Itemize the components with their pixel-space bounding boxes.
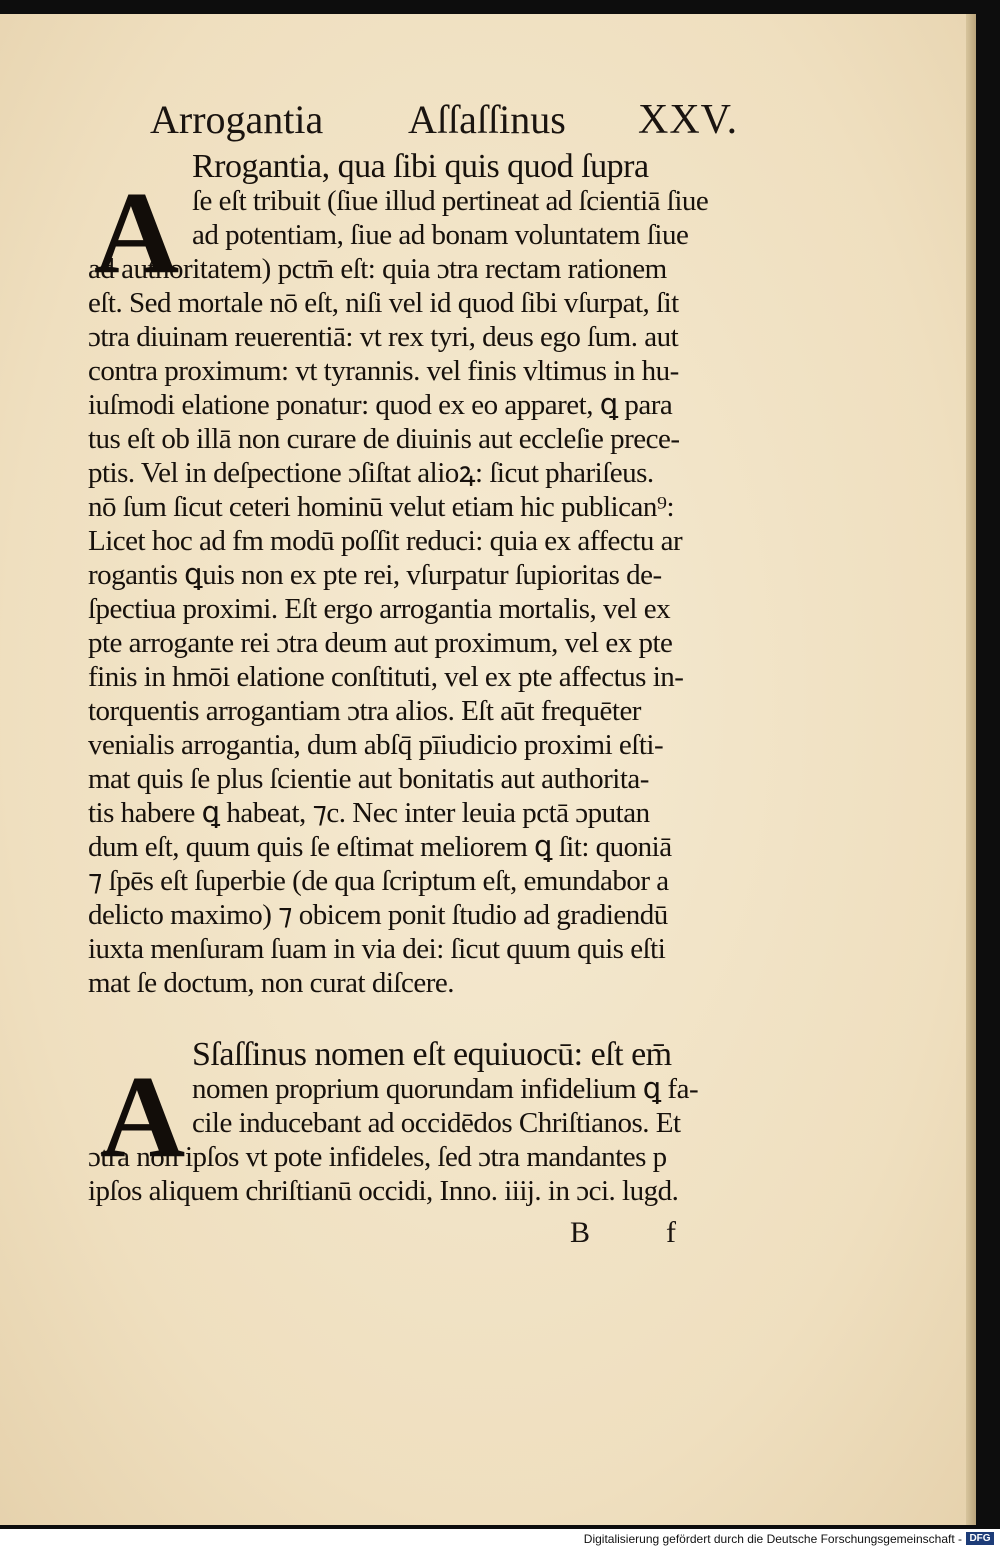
text-line: mat ſe doctum, non curat diſcere. (88, 967, 454, 999)
text-line: finis in hmōi elatione conſtituti, vel ex pte affectus in- (88, 661, 684, 693)
text-line: iuſmodi elatione ponatur: quod ex eo apparet, ꝗ para (88, 389, 673, 421)
dfg-logo: DFG (966, 1532, 994, 1545)
text-line: torquentis arrogantiam ɔtra alios. Eſt aūt frequēter (88, 695, 641, 727)
text-line: delicto maximo) ⁊ obicem ponit ſtudio ad gradiendū (88, 899, 668, 931)
header-left-word: Arrogantia (150, 97, 324, 142)
text-line: ſe eſt tribuit (ſiue illud pertineat ad ſcientiā ſiue (192, 185, 709, 217)
text-line: tus eſt ob illā non curare de diuinis aut eccleſie prece- (88, 423, 680, 455)
text-line: cile inducebant ad occidēdos Chriſtianos. Et (192, 1107, 681, 1139)
folio-number: XXV. (638, 97, 739, 143)
digitization-footer (0, 1529, 1000, 1549)
text-line: dum eſt, quum quis ſe eſtimat meliorem ꝗ ſit: quoniā (88, 831, 672, 863)
text-line: tis habere ꝗ habeat, ⁊c. Nec inter leuia pctā ɔputan (88, 797, 650, 829)
text-line: ipſos aliquem chriſtianū occidi, Inno. iiij. in ɔci. lugd. (88, 1175, 679, 1207)
text-line: contra proximum: vt tyrannis. vel finis vltimus in hu- (88, 355, 679, 387)
text-line: eſt. Sed mortale nō eſt, niſi vel id quod ſibi vſurpat, ſit (88, 287, 679, 319)
text-line: Licet hoc ad fm modū poſſit reduci: quia ex affectu ar (88, 525, 683, 557)
text-line: ptis. Vel in deſpectione ɔſiſtat alioꝝ: ſicut phariſeus. (88, 457, 654, 489)
text-line: ⁊ ſpēs eſt ſuperbie (de qua ſcriptum eſt, emundabor a (88, 865, 669, 897)
text-line: rogantis ꝗuis non ex pte rei, vſurpatur ſupioritas de- (88, 559, 662, 591)
dropcap-a: A (94, 167, 180, 298)
text-line: pte arrogante rei ɔtra deum aut proximum, vel ex pte (88, 627, 673, 659)
entry-assassinus (88, 1038, 788, 1208)
text-line: mat quis ſe plus ſcientie aut bonitatis aut authorita- (88, 763, 649, 795)
text-line: venialis arrogantia, dum abſq̄ pīiudicio proximi eſti- (88, 729, 664, 761)
signature-number: f (666, 1216, 676, 1249)
signature-letter: B (570, 1216, 591, 1249)
text-line: ad potentiam, ſiue ad bonam voluntatem ſiue (192, 219, 689, 251)
funding-credit: Digitalisierung gefördert durch die Deutsche Forschungsgemeinschaft - (583, 1532, 962, 1546)
page-edge (966, 14, 976, 1525)
text-line: Sſaſſinus nomen eſt equiuocū: eſt em̄ (192, 1036, 672, 1073)
text-line: ɔtra non ipſos vt pote infideles, ſed ɔtra mandantes p (88, 1141, 667, 1173)
text-line: iuxta menſuram ſuam in via dei: ſicut quum quis eſti (88, 933, 666, 965)
text-line: nō ſum ſicut ceteri hominū velut etiam hic publican⁹: (88, 491, 675, 523)
text-line: ſpectiua proximi. Eſt ergo arrogantia mortalis, vel ex (88, 593, 671, 625)
running-header (150, 96, 780, 156)
text-line: ɔtra diuinam reuerentiā: vt rex tyri, deus ego ſum. aut (88, 321, 679, 353)
text-line: nomen proprium quorundam infidelium ꝗ fa- (192, 1073, 699, 1105)
header-center-word: Aſſaſſinus (408, 97, 566, 142)
entry-arrogantia (88, 150, 788, 1000)
text-line: Rrogantia, qua ſibi quis quod ſupra (192, 148, 649, 185)
signature-mark (570, 1216, 700, 1256)
text-line: ad authoritatem) pctm̄ eſt: quia ɔtra rectam rationem (88, 253, 667, 285)
dropcap-a: A (100, 1051, 186, 1182)
